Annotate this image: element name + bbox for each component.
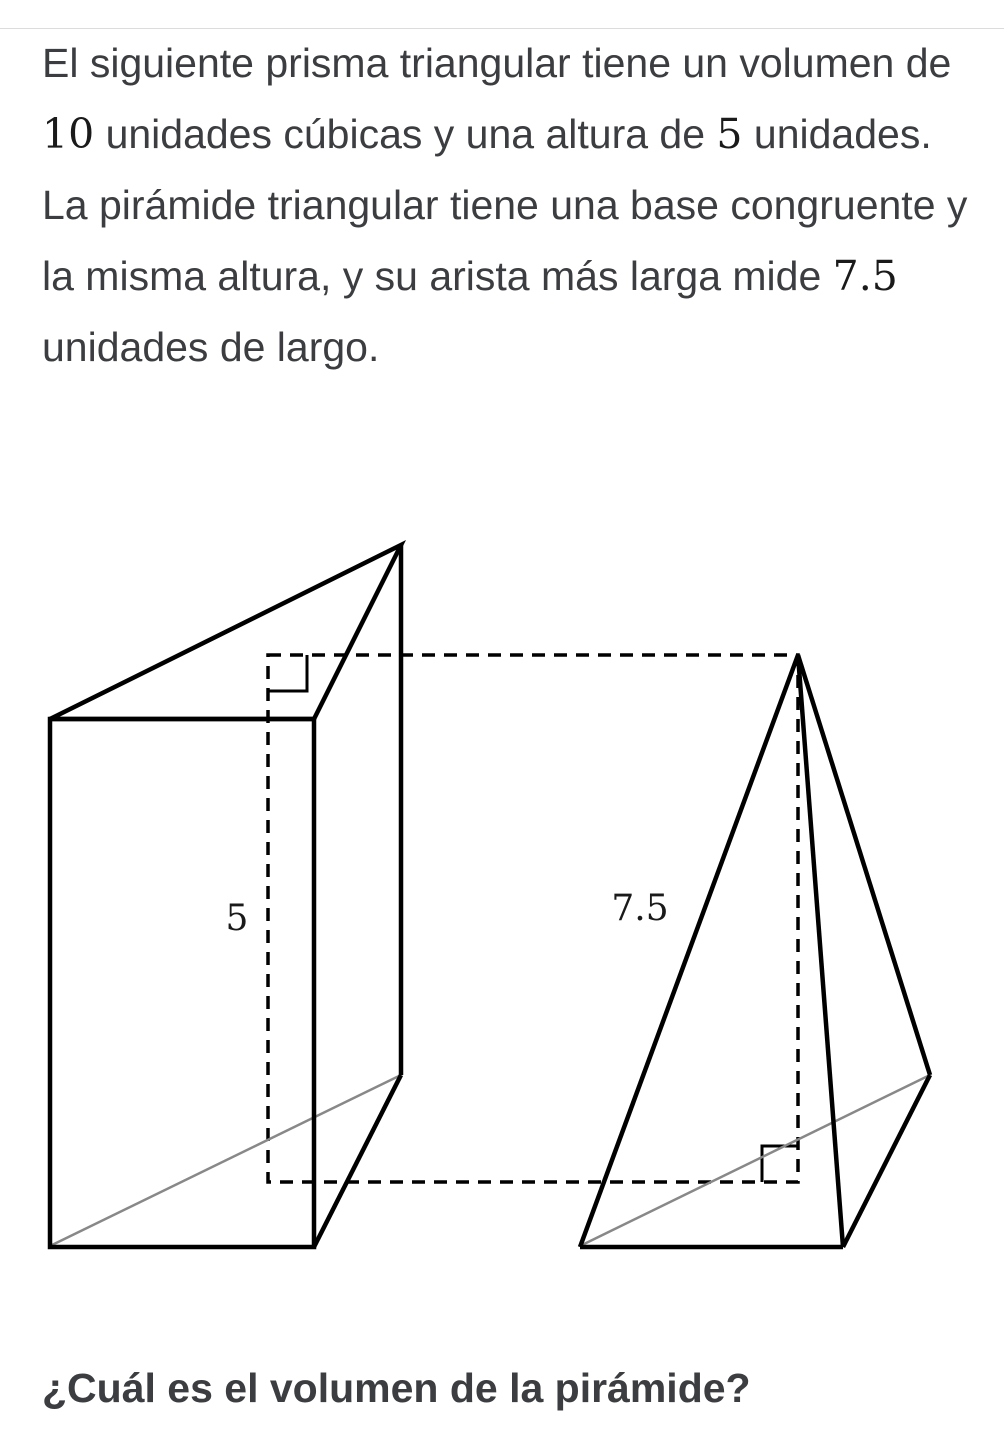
triangular-prism — [50, 545, 401, 1247]
pyramid-right-base-edge — [843, 1075, 930, 1247]
problem-text-4: unidades de largo. — [42, 324, 380, 370]
pyramid-back-lateral-edge — [798, 655, 930, 1075]
prism-hidden-base-edge — [50, 1075, 401, 1246]
prism-front-face — [50, 719, 314, 1247]
problem-text-1: El siguiente prisma triangular tiene un volumen de — [42, 40, 952, 86]
edge-value: 7.5 — [832, 252, 898, 300]
pyramid-left-lateral-edge — [580, 655, 798, 1247]
problem-text-3: unidades. La pirámide triangular tiene una base congruente y la misma altura, y su arista más larga mide — [42, 111, 968, 299]
right-angle-marker-prism — [268, 655, 307, 691]
prism-base-side-edge — [314, 1075, 401, 1247]
dashed-height-rectangle — [268, 655, 798, 1182]
height-value: 5 — [716, 110, 743, 158]
right-angle-marker-pyramid — [762, 1146, 798, 1182]
volume-value: 10 — [42, 110, 95, 158]
pyramid-edge-label: 7.5 — [611, 888, 669, 929]
triangular-pyramid — [580, 655, 930, 1247]
problem-text-2: unidades cúbicas y una altura de — [94, 111, 717, 157]
pyramid-front-lateral-edge — [798, 655, 843, 1247]
question-text: ¿Cuál es el volumen de la pirámide? — [42, 1365, 751, 1411]
prism-height-label: 5 — [225, 898, 249, 939]
prism-top-face — [50, 545, 401, 719]
